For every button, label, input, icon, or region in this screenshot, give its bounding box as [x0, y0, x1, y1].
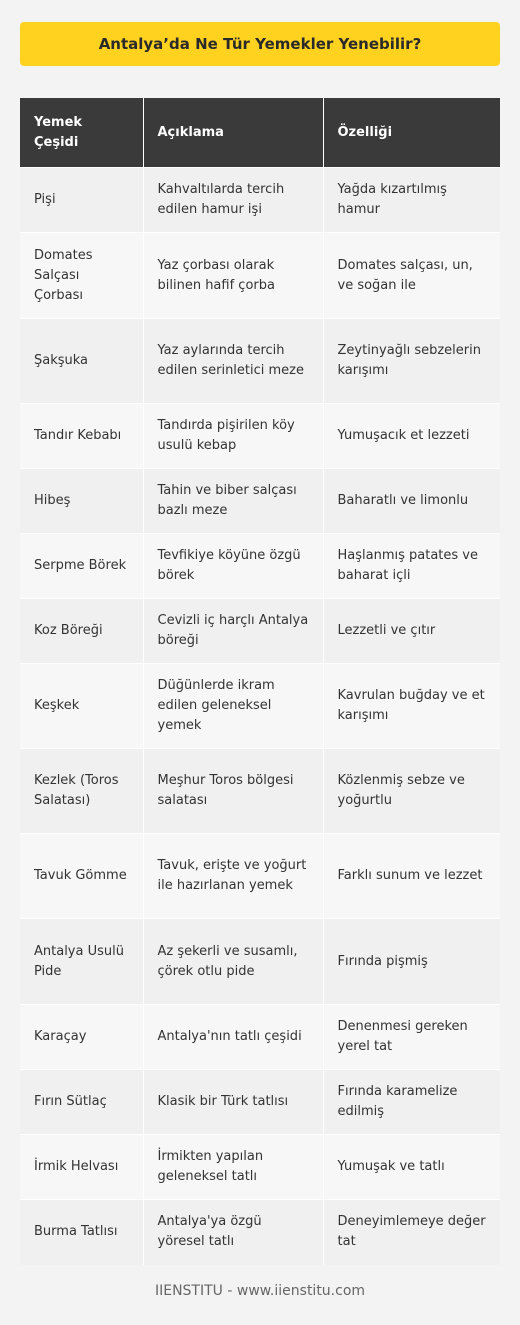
page-title-banner	[20, 22, 500, 66]
table-row	[20, 233, 500, 319]
cell-ozelligi: Domates salçası, un, ve soğan ile	[323, 233, 500, 319]
cell-ozelligi: Farklı sunum ve lezzet	[323, 834, 500, 919]
cell-ozelligi: Yumuşak ve tatlı	[323, 1135, 500, 1200]
cell-yemek-cesidi: İrmik Helvası	[20, 1135, 143, 1200]
table-row	[20, 749, 500, 834]
cell-ozelligi: Yumuşacık et lezzeti	[323, 404, 500, 469]
cell-aciklama: Tevfikiye köyüne özgü börek	[143, 534, 323, 599]
cell-yemek-cesidi: Keşkek	[20, 664, 143, 749]
cell-ozelligi: Fırında karamelize edilmiş	[323, 1070, 500, 1135]
cell-yemek-cesidi: Burma Tatlısı	[20, 1200, 143, 1265]
cell-yemek-cesidi: Pişi	[20, 168, 143, 233]
cell-aciklama: Yaz aylarında tercih edilen serinletici meze	[143, 319, 323, 404]
cell-ozelligi: Zeytinyağlı sebzelerin karışımı	[323, 319, 500, 404]
cell-yemek-cesidi: Koz Böreği	[20, 599, 143, 664]
cell-aciklama: Yaz çorbası olarak bilinen hafif çorba	[143, 233, 323, 319]
cell-aciklama: Tandırda pişirilen köy usulü kebap	[143, 404, 323, 469]
cell-aciklama: Antalya'ya özgü yöresel tatlı	[143, 1200, 323, 1265]
cell-yemek-cesidi: Kezlek (Toros Salatası)	[20, 749, 143, 834]
cell-yemek-cesidi: Hibeş	[20, 469, 143, 534]
table-row	[20, 1005, 500, 1070]
table-row	[20, 1200, 500, 1265]
cell-aciklama: İrmikten yapılan geleneksel tatlı	[143, 1135, 323, 1200]
food-table	[20, 98, 500, 1265]
cell-aciklama: Cevizli iç harçlı Antalya böreği	[143, 599, 323, 664]
cell-ozelligi: Denenmesi gereken yerel tat	[323, 1005, 500, 1070]
cell-ozelligi: Lezzetli ve çıtır	[323, 599, 500, 664]
cell-aciklama: Düğünlerde ikram edilen geleneksel yemek	[143, 664, 323, 749]
table-row	[20, 469, 500, 534]
cell-yemek-cesidi: Fırın Sütlaç	[20, 1070, 143, 1135]
table-row	[20, 168, 500, 233]
cell-ozelligi: Kavrulan buğday ve et karışımı	[323, 664, 500, 749]
header-ozelligi: Özelliği	[323, 98, 500, 168]
cell-ozelligi: Haşlanmış patates ve baharat içli	[323, 534, 500, 599]
footer-credit: IIENSTITU - www.iienstitu.com	[154, 1283, 366, 1299]
table-row	[20, 1070, 500, 1135]
table-row	[20, 664, 500, 749]
table-row	[20, 534, 500, 599]
header-aciklama: Açıklama	[143, 98, 323, 168]
cell-ozelligi: Baharatlı ve limonlu	[323, 469, 500, 534]
table-row	[20, 319, 500, 404]
cell-yemek-cesidi: Tavuk Gömme	[20, 834, 143, 919]
table-header-row	[20, 98, 500, 168]
cell-aciklama: Meşhur Toros bölgesi salatası	[143, 749, 323, 834]
cell-aciklama: Antalya'nın tatlı çeşidi	[143, 1005, 323, 1070]
cell-aciklama: Az şekerli ve susamlı, çörek otlu pide	[143, 919, 323, 1005]
cell-ozelligi: Yağda kızartılmış hamur	[323, 168, 500, 233]
cell-yemek-cesidi: Tandır Kebabı	[20, 404, 143, 469]
cell-yemek-cesidi: Şakşuka	[20, 319, 143, 404]
page-title: Antalya’da Ne Tür Yemekler Yenebilir?	[98, 35, 422, 53]
cell-aciklama: Klasik bir Türk tatlısı	[143, 1070, 323, 1135]
cell-yemek-cesidi: Domates Salçası Çorbası	[20, 233, 143, 319]
cell-yemek-cesidi: Serpme Börek	[20, 534, 143, 599]
table-row	[20, 834, 500, 919]
cell-yemek-cesidi: Karaçay	[20, 1005, 143, 1070]
table-row	[20, 404, 500, 469]
table-row	[20, 1135, 500, 1200]
cell-aciklama: Kahvaltılarda tercih edilen hamur işi	[143, 168, 323, 233]
cell-yemek-cesidi: Antalya Usulü Pide	[20, 919, 143, 1005]
table-row	[20, 599, 500, 664]
cell-aciklama: Tahin ve biber salçası bazlı meze	[143, 469, 323, 534]
cell-ozelligi: Deneyimlemeye değer tat	[323, 1200, 500, 1265]
table-row	[20, 919, 500, 1005]
cell-ozelligi: Fırında pişmiş	[323, 919, 500, 1005]
header-yemek-cesidi: Yemek Çeşidi	[20, 98, 143, 168]
cell-aciklama: Tavuk, erişte ve yoğurt ile hazırlanan yemek	[143, 834, 323, 919]
cell-ozelligi: Közlenmiş sebze ve yoğurtlu	[323, 749, 500, 834]
